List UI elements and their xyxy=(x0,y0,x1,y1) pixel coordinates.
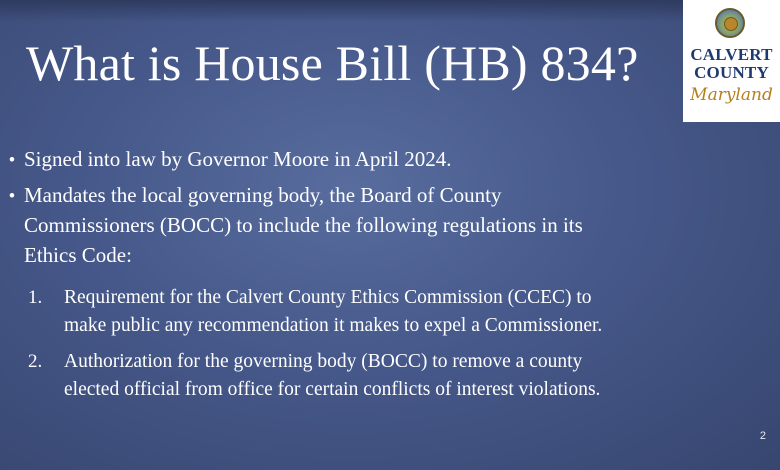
numbered-item-2-line-1: Authorization for the governing body (BOCC) to remove a county xyxy=(64,351,583,372)
bullet-icon: • xyxy=(8,186,16,207)
numbered-item-2-number: 2. xyxy=(28,351,43,372)
numbered-item-1-line-1: Requirement for the Calvert County Ethics Commission (CCEC) to xyxy=(64,287,592,308)
logo-text-maryland: Maryland xyxy=(690,85,773,105)
bullet-1-line-1: Signed into law by Governor Moore in April 2024. xyxy=(24,147,452,171)
bullet-2-line-2: Commissioners (BOCC) to include the following regulations in its xyxy=(24,213,583,237)
slide-title: What is House Bill (HB) 834? xyxy=(26,35,639,91)
numbered-item-2-line-2: elected official from office for certain conflicts of interest violations. xyxy=(64,379,601,400)
logo-text-calvert: CALVERT xyxy=(690,45,773,64)
numbered-item-1-number: 1. xyxy=(28,287,43,308)
bullet-2-line-1: Mandates the local governing body, the Board of County xyxy=(24,183,502,207)
bullet-icon: • xyxy=(8,150,16,171)
slide-page-number: 2 xyxy=(759,430,766,442)
numbered-item-1-line-2: make public any recommendation it makes to expel a Commissioner. xyxy=(64,315,603,336)
bullet-2-line-3: Ethics Code: xyxy=(24,243,132,267)
logo-text-county: COUNTY xyxy=(694,63,769,82)
